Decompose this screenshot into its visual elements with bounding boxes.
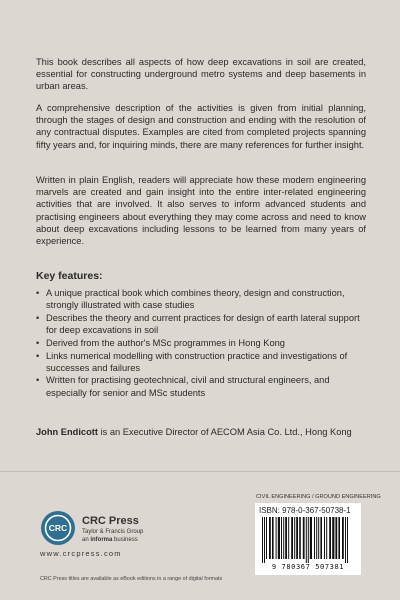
barcode-bar bbox=[320, 517, 322, 559]
barcode-bar bbox=[262, 517, 263, 563]
key-feature-item: • A unique practical book which combines theory, design and construction, strongly illustrated with case studies bbox=[36, 287, 366, 311]
business-brand: informa bbox=[90, 537, 113, 543]
barcode-bar bbox=[335, 517, 337, 559]
description-paragraph-1: This book describes all aspects of how deep excavations in soil are created, essential for constructing underground metro systems and deep basements in urban areas. bbox=[36, 57, 366, 92]
divider bbox=[0, 471, 400, 472]
barcode-bar bbox=[303, 517, 305, 559]
barcode-bar bbox=[347, 517, 348, 563]
svg-text:CRC: CRC bbox=[48, 523, 68, 533]
barcode-bar bbox=[276, 517, 277, 559]
publisher-group: Taylor & Francis Group bbox=[82, 529, 144, 535]
isbn-barcode bbox=[255, 503, 361, 575]
author-bio bbox=[36, 426, 366, 438]
barcode-bar bbox=[329, 517, 331, 559]
key-feature-item: • Written for practising geotechnical, civil and structural engineers, and especially for senior and MSc students bbox=[36, 374, 366, 398]
barcode-bar bbox=[264, 517, 265, 563]
barcode-digits: 9 780367 507381 bbox=[271, 563, 345, 571]
barcode-bar bbox=[291, 517, 293, 559]
key-feature-item: • Describes the theory and current practices for design of earth lateral support for deep excavations in soil bbox=[36, 312, 366, 336]
author-bio-text: is an Executive Director of AECOM Asia Co. Ltd., Hong Kong bbox=[97, 427, 352, 437]
barcode-bar bbox=[306, 517, 307, 563]
business-suffix: business bbox=[112, 537, 138, 543]
isbn-number: ISBN: 978-0-367-50738-1 bbox=[259, 506, 351, 515]
publisher-business bbox=[82, 537, 138, 543]
ebook-note: CRC Press titles are available as eBook editions in a range of digital formats bbox=[40, 576, 223, 582]
barcode-bar bbox=[269, 517, 271, 559]
barcode-bar bbox=[308, 517, 309, 563]
barcode-bar bbox=[326, 517, 327, 559]
author-name: John Endicott bbox=[36, 427, 98, 437]
publisher-url[interactable]: www.crcpress.com bbox=[40, 549, 122, 558]
barcode-bar bbox=[272, 517, 274, 559]
crc-press-logo bbox=[40, 510, 76, 546]
barcode-bar bbox=[318, 517, 319, 559]
barcode-bar bbox=[288, 517, 289, 559]
barcode-bar bbox=[285, 517, 287, 559]
business-prefix: an bbox=[82, 537, 91, 543]
description-paragraph-3: Written in plain English, readers will appreciate how these modern engineering marvels are created and gain insight into the entire inter-related engineering activities that are involved. It also serves to inform advanced students and practising engineers about everything they may come across and need to know about deep excavations including lessons to be learned from many years of experience. bbox=[36, 175, 366, 247]
barcode-bar bbox=[314, 517, 315, 559]
barcode-bar bbox=[281, 517, 282, 559]
subject-category: CIVIL ENGINEERING / GROUND ENGINEERING bbox=[256, 494, 381, 500]
barcode-bar bbox=[338, 517, 340, 559]
barcode-bar bbox=[299, 517, 301, 559]
barcode-bar bbox=[316, 517, 317, 559]
key-feature-item: • Links numerical modelling with construction practice and investigations of successes and failures bbox=[36, 350, 366, 374]
barcode-bar bbox=[310, 517, 312, 559]
key-features-heading: Key features: bbox=[36, 270, 103, 282]
description-paragraph-2: A comprehensive description of the activities is given from initial planning, through the stages of design and construction and ending with the resolution of any contractual disputes. Examples are cited from completed projects spanning fifty years and, for inquiring minds, there are many references for further insight. bbox=[36, 103, 366, 150]
barcode-bar bbox=[266, 517, 267, 559]
key-feature-item: • Derived from the author's MSc programmes in Hong Kong bbox=[36, 337, 366, 349]
barcode-bar bbox=[332, 517, 334, 559]
barcode-bar bbox=[342, 517, 344, 559]
key-features-list bbox=[36, 287, 366, 399]
barcode-bar bbox=[283, 517, 284, 559]
barcode-bar bbox=[278, 517, 280, 559]
barcode-bars bbox=[258, 517, 358, 563]
barcode-bar bbox=[345, 517, 346, 563]
barcode-bar bbox=[294, 517, 295, 559]
publisher-name: CRC Press bbox=[82, 515, 139, 527]
barcode-bar bbox=[296, 517, 298, 559]
barcode-bar bbox=[324, 517, 325, 559]
